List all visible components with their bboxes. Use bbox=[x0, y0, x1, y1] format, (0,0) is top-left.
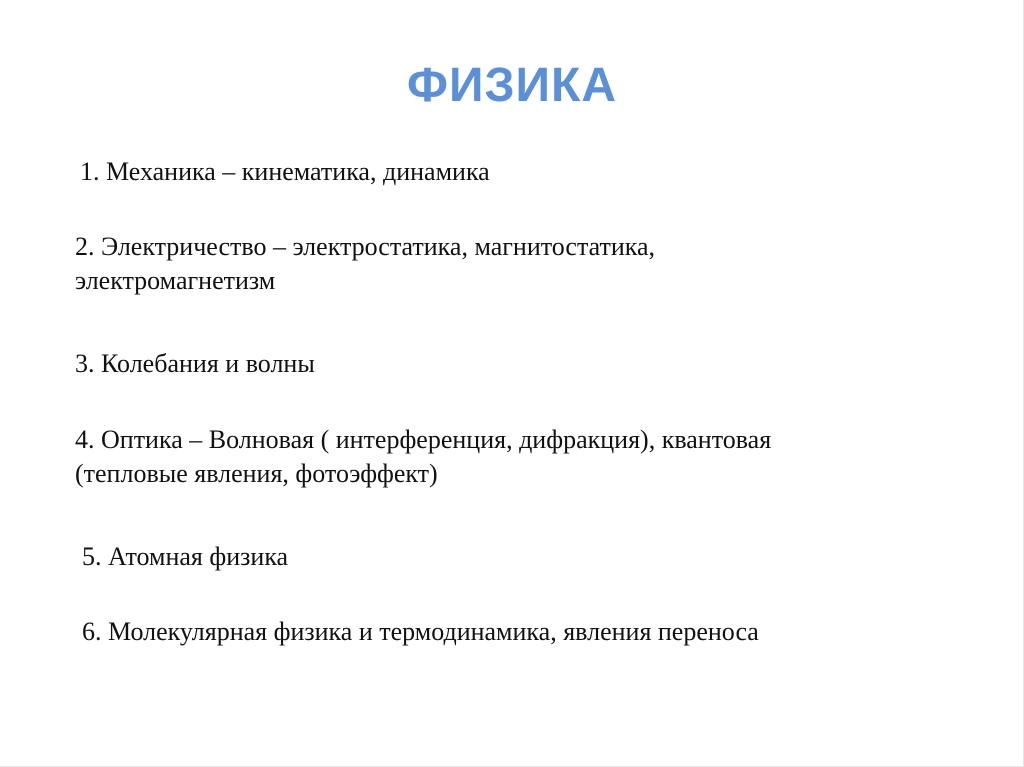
list-item-line: 6. Молекулярная физика и термодинамика, явления переноса bbox=[82, 617, 759, 646]
list-item-line: 5. Атомная физика bbox=[82, 542, 289, 571]
list-item bbox=[82, 540, 288, 574]
list-item bbox=[80, 155, 490, 189]
list-item-line: электромагнетизм bbox=[75, 266, 276, 295]
list-item bbox=[75, 423, 771, 491]
list-item bbox=[75, 230, 655, 298]
list-item-line: 3. Колебания и волны bbox=[75, 349, 315, 378]
list-item bbox=[82, 615, 759, 649]
list-item-line: 2. Электричество – электростатика, магнитостатика, bbox=[75, 232, 656, 261]
list-item-line: 4. Оптика – Волновая ( интерференция, дифракция), квантовая bbox=[75, 425, 772, 454]
list-item-line: 1. Механика – кинематика, динамика bbox=[80, 157, 490, 186]
list-item-line: (тепловые явления, фотоэффект) bbox=[75, 459, 438, 488]
list-item bbox=[75, 347, 315, 381]
slide-title: ФИЗИКА bbox=[407, 59, 617, 112]
